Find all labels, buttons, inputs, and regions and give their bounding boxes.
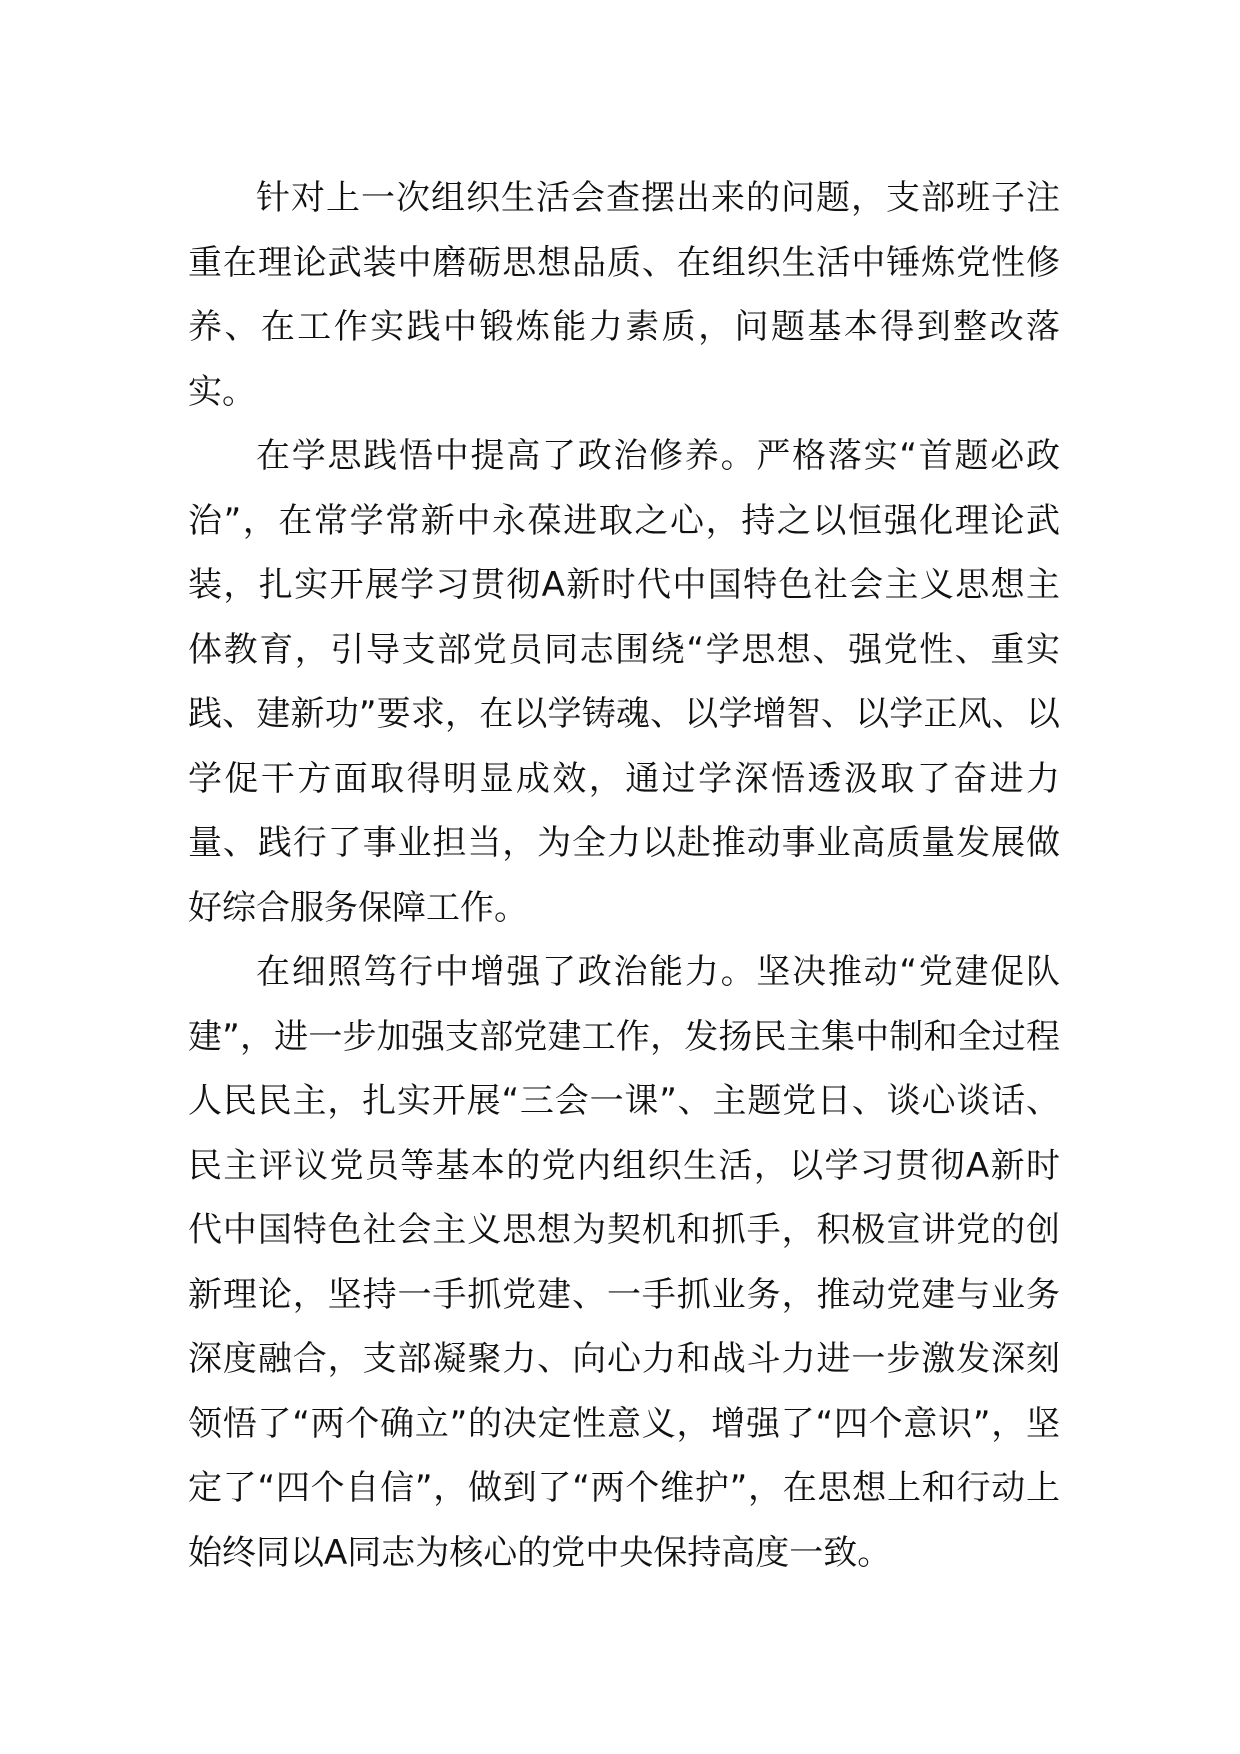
- paragraph-political-cultivation: 在学思践悟中提高了政治修养。严格落实“首题必政治”，在常学常新中永葆进取之心，持之以恒强化理论武装，扎实开展学习贯彻A新时代中国特色社会主义思想主体教育，引导支部党员同志围绕“学思想、强党性、重实践、建新功”要求，在以学铸魂、以学增智、以学正风、以学促干方面取得明显成效，通过学深悟透汲取了奋进力量、践行了事业担当，为全力以赴推动事业高质量发展做好综合服务保障工作。: [188, 436, 1060, 928]
- document-body: [188, 166, 1060, 1585]
- paragraph-intro: 针对上一次组织生活会查摆出来的问题，支部班子注重在理论武装中磨砺思想品质、在组织生活中锤炼党性修养、在工作实践中锻炼能力素质，问题基本得到整改落实。: [188, 178, 1060, 412]
- paragraph-political-ability: 在细照笃行中增强了政治能力。坚决推动“党建促队建”，进一步加强支部党建工作，发扬民主集中制和全过程人民民主，扎实开展“三会一课”、主题党日、谈心谈话、民主评议党员等基本的党内组织生活，以学习贯彻A新时代中国特色社会主义思想为契机和抓手，积极宣讲党的创新理论，坚持一手抓党建、一手抓业务，推动党建与业务深度融合，支部凝聚力、向心力和战斗力进一步激发深刻领悟了“两个确立”的决定性意义，增强了“四个意识”，坚定了“四个自信”，做到了“两个维护”，在思想上和行动上始终同以A同志为核心的党中央保持高度一致。: [188, 952, 1060, 1573]
